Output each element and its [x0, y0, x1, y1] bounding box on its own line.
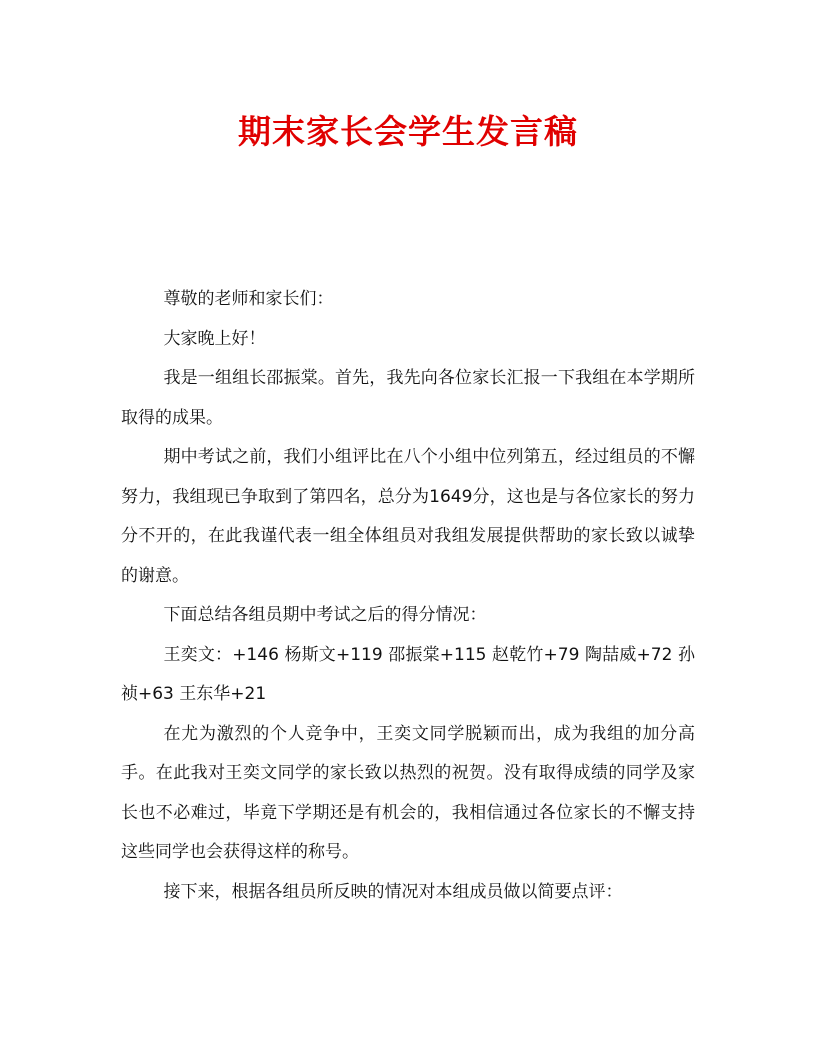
document-title: 期末家长会学生发言稿: [238, 112, 578, 151]
paragraph-greeting: 大家晚上好！: [163, 328, 266, 349]
paragraph-ranking: 期中考试之前，我们小组评比在八个小组中位列第五，经过组员的不懈努力，我组现已争取到了第四名，总分为1649分，这也是与各位家长的努力分不开的，在此我谨代表一组全体组员对我组发展提供帮助的家长致以诚挚的谢意。: [121, 447, 695, 586]
paragraph-review-intro: 接下来，根据各组员所反映的情况对本组成员做以简要点评：: [163, 881, 623, 902]
document-body: [121, 280, 695, 912]
paragraph-commendation: 在尤为激烈的个人竞争中，王奕文同学脱颖而出，成为我组的加分高手。在此我对王奕文同学的家长致以热烈的祝贺。没有取得成绩的同学及家长也不必难过，毕竟下学期还是有机会的，我相信通过各位家长的不懈支持这些同学也会获得这样的称号。: [121, 723, 695, 862]
paragraph-score-heading: 下面总结各组员期中考试之后的得分情况：: [163, 605, 487, 625]
paragraph-salutation: 尊敬的老师和家长们：: [163, 289, 334, 309]
paragraph-introduction: 我是一组组长邵振棠。首先，我先向各位家长汇报一下我组在本学期所取得的成果。: [121, 368, 695, 428]
paragraph-score-list: 王奕文：+146 杨斯文+119 邵振棠+115 赵乾竹+79 陶喆威+72 孙祯+63 王东华+21: [121, 644, 695, 704]
